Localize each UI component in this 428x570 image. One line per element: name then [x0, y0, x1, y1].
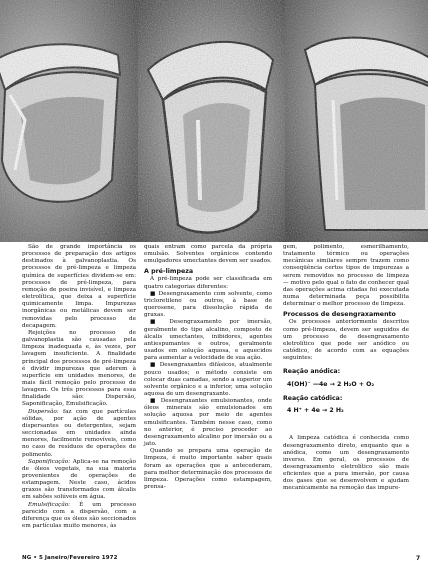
page-footer: NG • 5 Janeiro/Fevereiro 1972: [22, 555, 118, 561]
paragraph: São de grande importância os processos de preparação dos artigos destinados à galvanoplastia. Os processos de pré-limpeza e limpeza química de superfícies dividem-se em: processos de pré-limpeza, para remoção de poeira invisível, e limpeza eletrolítica, que deixa a superfície quimicamente limpa. Impurezas inorgânicas ou metálicas devem ser removidas pelo processo de decapagem.: [22, 244, 136, 329]
term-definition: Aplica-se na remoção de óleos vegetais, na sua maioria provenientes de operações de estampagem. Neste caso, ácidos graxos são transformados com álcalis em sabões solúveis em água.: [22, 458, 136, 501]
term: Saponificação:: [28, 458, 71, 465]
anodic-reaction-label: Reação anódica:: [283, 368, 341, 376]
text-column-2: [144, 244, 272, 491]
anodic-equation: 4(OH)⁻ —4e → 2 H₂O + O₂: [287, 380, 375, 388]
paragraph: [22, 502, 136, 531]
section-heading: Processos de desengraxamento: [283, 311, 396, 319]
paragraph: [22, 459, 136, 502]
term: Emulsificação:: [28, 501, 71, 508]
list-item: ■ Desengraxamento com solvente, como tricloretileno ou outros, à base de querosene, para dissolução rápida de graxas.: [144, 290, 272, 319]
photo-part-center: [138, 0, 285, 242]
photo-part-right: [285, 0, 428, 242]
list-item: ■ Desengraxantes emulsionantes, onde óleos minerais são emulsionados em solução aquosa por meio de agentes emulsificantes. Também nesse caso, como no anterior, é preciso proceder ao desengraxamento alcalino por imersão ou a jato.: [144, 398, 272, 448]
text-column-3: [283, 244, 409, 493]
term-definition: É um processo parecido com a dispersão, com a diferença que os óleos são seccionados em partículas muito menores, às: [22, 501, 136, 530]
photo-part-left: [0, 0, 138, 242]
spacer: [283, 421, 409, 435]
paragraph: Rejeições no processo de galvanoplastia são causadas pela limpeza inadequada e, às vezes, por lavagem insuficiente. A finalidade principal dos processos de pré-limpeza é dividir impurezas que aderem à superfície em unidades menores, de mais fácil remoção pelo processo de lavagem. Os três processos para essa finalidade são: Dispersão, Saponificação, Emulsificação.: [22, 329, 136, 408]
paragraph: Os processos anteriormente descritos como pré-limpeza, devem ser seguidos de um processo de desengraxamento eletrolítico que pode ser anódico ou catódico, de acordo com as equações seguintes:: [283, 319, 409, 362]
page-number: 7: [416, 555, 421, 562]
paragraph: gem, polimento, esmerilhamento, tratamento térmico ou operações mecânicas similares sempre trazem como conseqüência certos tipos de impurezas a serem removidos no processo de limpeza — motivo pelo qual o fato de conhecer qual das operações acima citadas foi executada numa determinada peça possibilita determinar o melhor processo de limpeza.: [283, 244, 409, 308]
paragraph: A pré-limpeza pode ser classificada em quatro categorias diferentes:: [144, 276, 272, 290]
term: Dispersão:: [28, 408, 59, 415]
paragraph: quais entram como parcela da própria emulsão. Solventes orgânicos contendo emulgadores umectantes devem ser usados.: [144, 244, 272, 265]
cathodic-reaction-label: Reação catódica:: [283, 394, 343, 402]
paragraph: A limpeza catódica é conhecida como desengraxamento direto, enquanto que a anódica, como um desengraxamento inverso. Em geral, os processos de desengraxamento eletrolítico são mais eficientes que a pura imersão, por causa dos gases que se desenvolvem e ajudam mecanicamente na remoção das impure-: [283, 435, 409, 492]
text-column-1: [22, 244, 136, 530]
list-item: ■ Desengraxamento por imersão, geralmente do tipo alcalino, composto de álcalis umectantes, inibidores, agentes antiespumantes e outros, geralmente usados em solução aquosa, e aquecidos para aumentar a velocidade de sua ação.: [144, 319, 272, 362]
paragraph: [22, 409, 136, 459]
section-heading: A pré-limpeza: [144, 268, 194, 276]
list-item: ■ Desengraxantes difásicos, atualmente pouco usados; o método consiste em colocar duas camadas, sendo a superior um solvente orgânico e a inferior, uma solução aquosa de um desengraxante.: [144, 362, 272, 397]
paragraph: Quando se prepara uma operação de limpeza, é muito importante saber quais foram as operações que a antecederam, para melhor determinação dos processos de limpeza. Operações como estampagem, prensa-: [144, 448, 272, 490]
term-definition: faz com que partículas sólidas, por ação de agentes dispersantes ou detergentes, sejam seccionadas em unidades ainda menores, facilmente removíveis, como no caso de resíduos de operações de polimento.: [22, 408, 136, 458]
cathodic-equation: 4 H⁺ + 4e → 2 H₂: [287, 407, 344, 415]
